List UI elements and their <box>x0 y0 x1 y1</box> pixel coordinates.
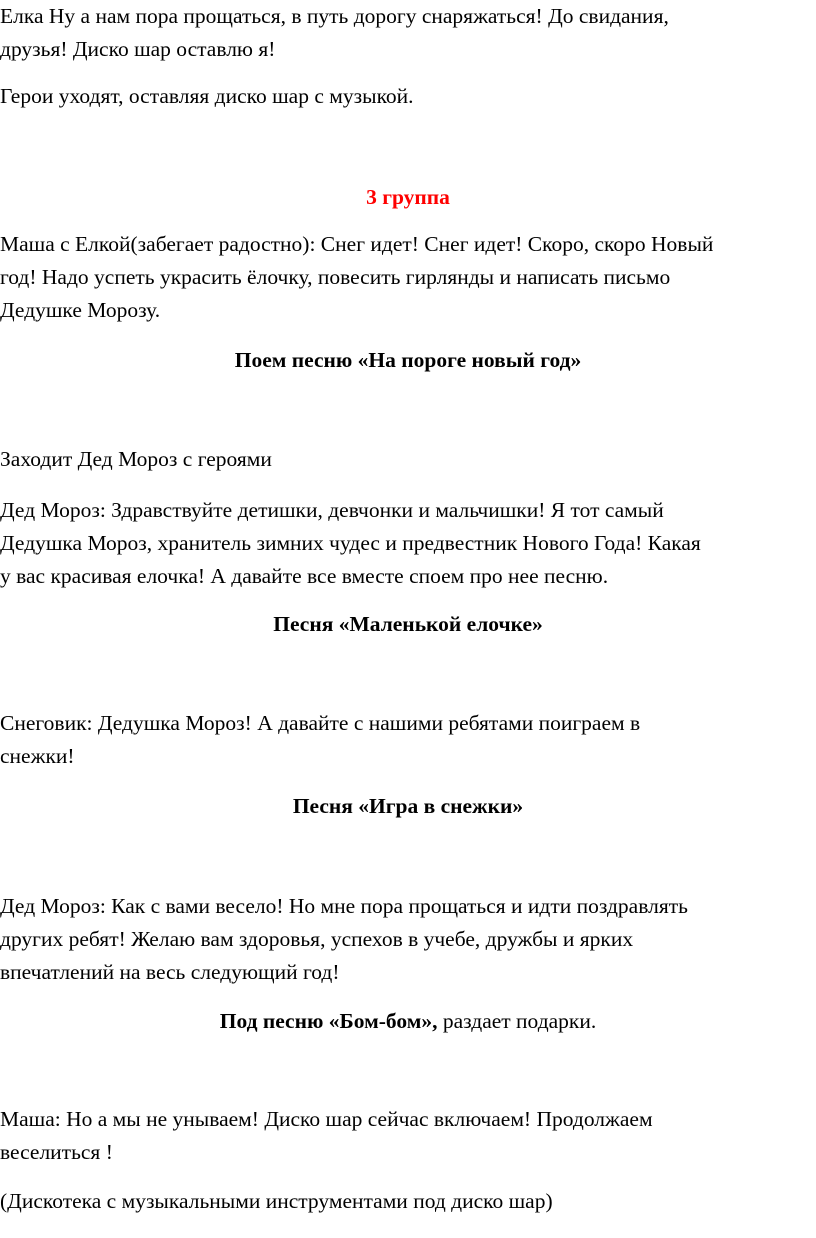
paragraph-ded-moroz-line-2: Дедушка Мороз, хранитель зимних чудес и предвестник Нового Года! Какая <box>0 531 701 555</box>
paragraph-heroes-leave: Герои уходят, оставляя диско шар с музыкой. <box>0 84 414 108</box>
paragraph-snegovik-line-1: Снеговик: Дедушка Мороз! А давайте с нашими ребятами поиграем в <box>0 711 641 735</box>
paragraph-discotheque: (Дискотека с музыкальными инструментами под диско шар) <box>0 1189 553 1213</box>
paragraph-masha-final-line-2: веселиться ! <box>0 1140 113 1164</box>
paragraph-ded-moroz-enters: Заходит Дед Мороз с героями <box>0 447 272 471</box>
song-heading-3: Песня «Игра в снежки» <box>292 794 524 818</box>
paragraph-ded-moroz-farewell-line-3: впечатлений на весь следующий год! <box>0 960 340 984</box>
song-heading-1: Поем песню «На пороге новый год» <box>234 348 582 372</box>
paragraph-elka-line-2: друзья! Диско шар оставлю я! <box>0 37 276 61</box>
song-heading-4-regular: раздает подарки. <box>437 1009 597 1033</box>
paragraph-masha-line-3: Дедушке Морозу. <box>0 298 161 322</box>
paragraph-masha-line-1: Маша с Елкой(забегает радостно): Снег идет! Снег идет! Скоро, скоро Новый <box>0 232 714 256</box>
paragraph-ded-moroz-line-3: у вас красивая елочка! А давайте все вместе споем про нее песню. <box>0 564 609 588</box>
paragraph-masha-line-2: год! Надо успеть украсить ёлочку, повесить гирлянды и написать письмо <box>0 265 671 289</box>
song-heading-2: Песня «Маленькой елочке» <box>273 612 543 636</box>
paragraph-masha-final-line-1: Маша: Но а мы не унываем! Диско шар сейчас включаем! Продолжаем <box>0 1107 653 1131</box>
group-heading: 3 группа <box>366 185 450 209</box>
paragraph-ded-moroz-farewell-line-1: Дед Мороз: Как с вами весело! Но мне пора прощаться и идти поздравлять <box>0 894 688 918</box>
paragraph-snegovik-line-2: снежки! <box>0 744 75 768</box>
paragraph-elka-line-1: Елка Ну а нам пора прощаться, в путь дорогу снаряжаться! До свидания, <box>0 4 669 28</box>
song-heading-4-bold: Под песню «Бом-бом», <box>219 1009 438 1033</box>
paragraph-ded-moroz-line-1: Дед Мороз: Здравствуйте детишки, девчонки и мальчишки! Я тот самый <box>0 498 664 522</box>
song-heading-4 <box>0 1005 816 1038</box>
paragraph-ded-moroz-farewell-line-2: других ребят! Желаю вам здоровья, успехов в учебе, дружбы и ярких <box>0 927 634 951</box>
